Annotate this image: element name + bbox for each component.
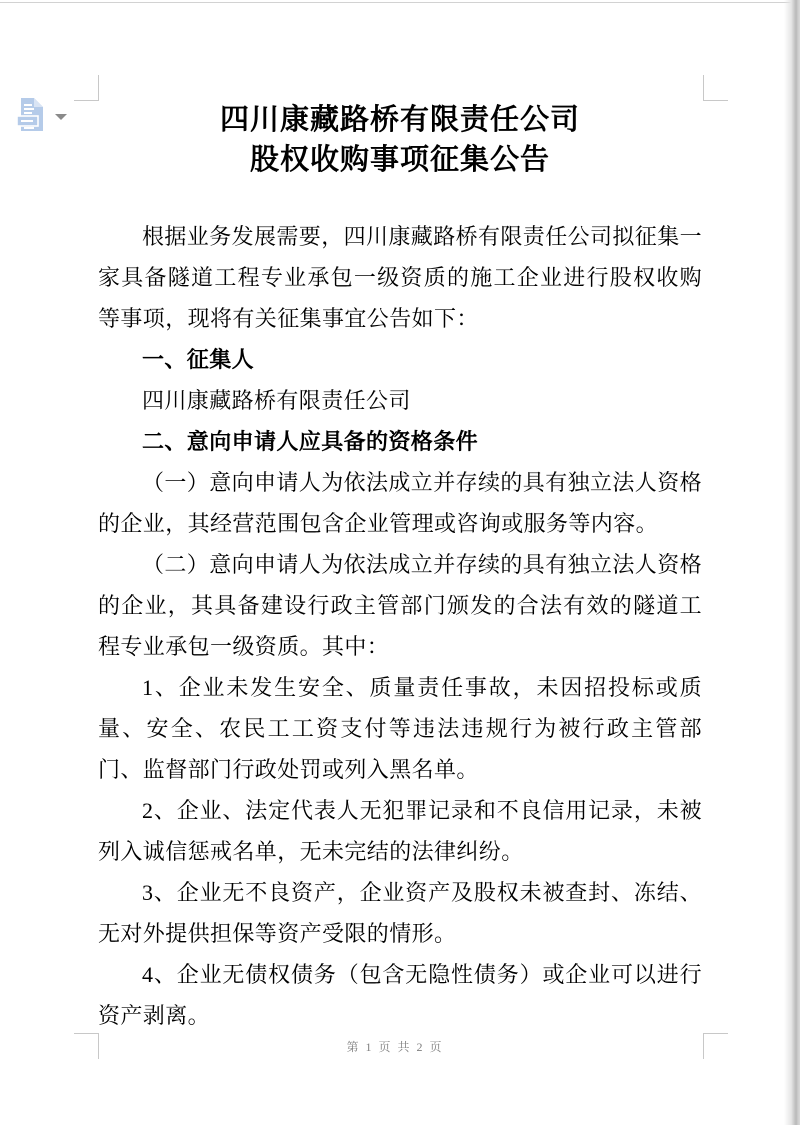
page-number: 第 1 页 共 2 页 [346,1040,444,1054]
document-page[interactable] [98,100,702,1036]
document-body[interactable] [98,216,702,1036]
section-heading[interactable]: 一、征集人 [142,347,255,372]
body-paragraph[interactable]: （二）意向申请人为依法成立并存续的具有独立法人资格的企业，其具备建设行政主管部门颁发的合法有效的隧道工程专业承包一级资质。其中： [98,552,703,659]
section-heading[interactable]: 二、意向申请人应具备的资格条件 [142,429,479,454]
body-paragraph[interactable]: 2、企业、法定代表人无犯罪记录和不良信用记录，未被列入诚信惩戒名单，无未完结的法律纠纷。 [98,798,702,864]
paste-options-icon[interactable] [16,97,46,134]
page-right-edge [784,0,800,1125]
document-title-line-2[interactable]: 股权收购事项征集公告 [249,144,550,176]
text-boundary-mark-top-right [703,75,728,101]
body-paragraph[interactable]: 3、企业无不良资产，企业资产及股权未被查封、冻结、无对外提供担保等资产受限的情形。 [98,880,702,946]
body-paragraph[interactable]: 四川康藏路桥有限责任公司 [142,388,411,413]
window-top-border [0,2,800,3]
body-paragraph[interactable]: 1、企业未发生安全、质量责任事故，未因招投标或质量、安全、农民工工资支付等违法违规行为被行政主管部门、监督部门行政处罚或列入黑名单。 [98,675,702,782]
body-paragraph[interactable]: 4、企业无债权债务（包含无隐性债务）或企业可以进行资产剥离。 [98,962,702,1028]
body-paragraph[interactable]: 根据业务发展需要，四川康藏路桥有限责任公司拟征集一家具备隧道工程专业承包一级资质的施工企业进行股权收购等事项，现将有关征集事宜公告如下： [98,224,703,331]
paste-options-button[interactable] [16,97,67,134]
text-boundary-mark-top-left [74,75,99,101]
chevron-down-icon[interactable] [55,114,67,120]
document-title-line-1[interactable]: 四川康藏路桥有限责任公司 [219,104,580,136]
body-paragraph[interactable]: （一）意向申请人为依法成立并存续的具有独立法人资格的企业，其经营范围包含企业管理或咨询或服务等内容。 [98,470,703,536]
